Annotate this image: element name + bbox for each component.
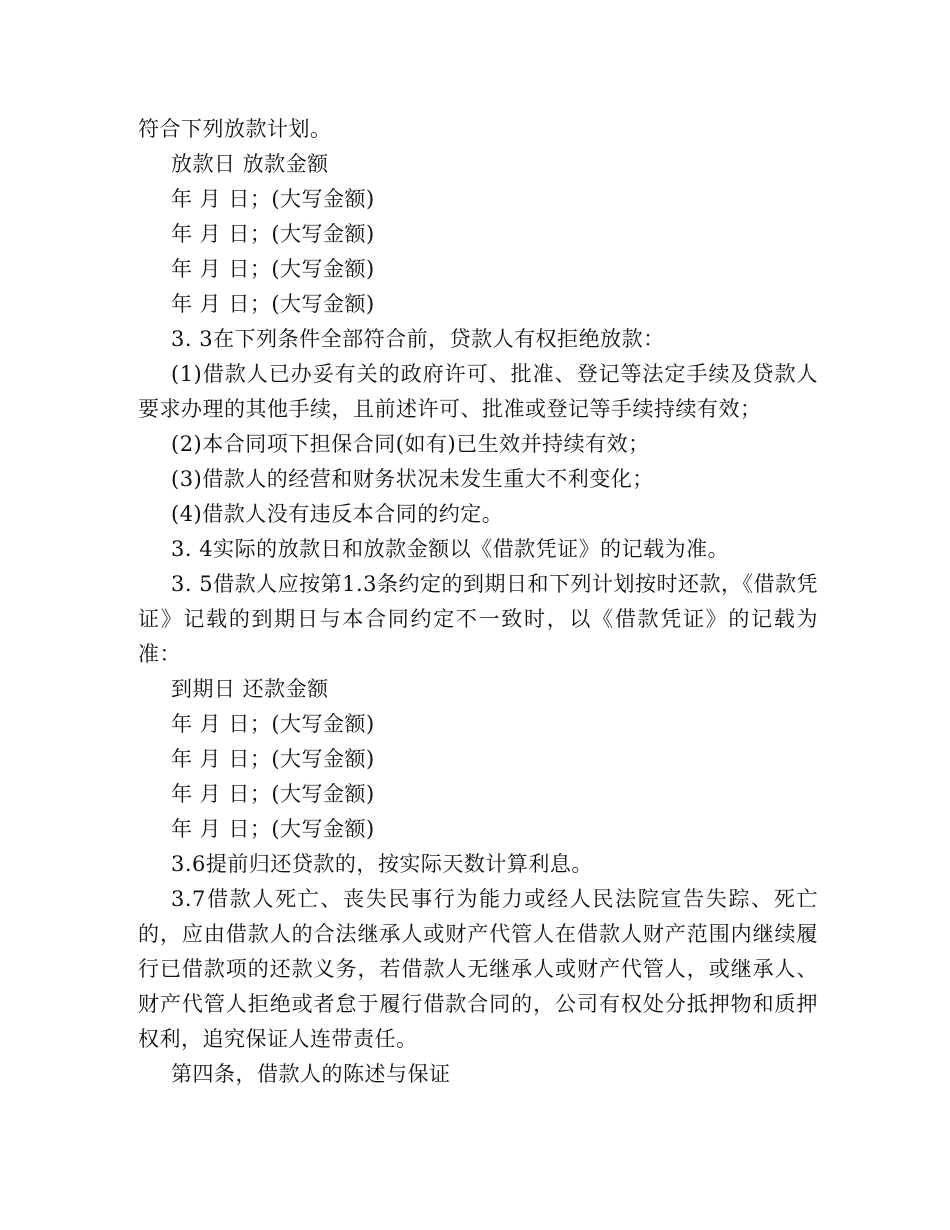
- paragraph: 3. 5借款人应按第1.3条约定的到期日和下列计划按时还款，《借款凭证》记载的到期日与本合同约定不一致时，以《借款凭证》的记载为准：: [138, 572, 818, 666]
- document-body: [138, 112, 818, 1092]
- text-line: 3. 4实际的放款日和放款金额以《借款凭证》的记载为准。: [171, 537, 730, 561]
- text-line: 年 月 日；(大写金额): [171, 292, 375, 316]
- paragraph: (1)借款人已办妥有关的政府许可、批准、登记等法定手续及贷款人要求办理的其他手续，且前述许可、批准或登记等手续持续有效；: [138, 362, 818, 421]
- section-heading: 第四条，借款人的陈述与保证: [171, 1062, 451, 1086]
- text-line: 3.6提前归还贷款的，按实际天数计算利息。: [171, 852, 593, 876]
- paragraph: 3.7借款人死亡、丧失民事行为能力或经人民法院宣告失踪、死亡的，应由借款人的合法继承人或财产代管人在借款人财产范围内继续履行已借款项的还款义务，若借款人无继承人或财产代管人，或继承人、财产代管人拒绝或者怠于履行借款合同的，公司有权处分抵押物和质押权利，追究保证人连带责任。: [138, 887, 818, 1051]
- text-line: 年 月 日；(大写金额): [171, 817, 375, 841]
- text-line: 3. 3在下列条件全部符合前，贷款人有权拒绝放款：: [171, 327, 665, 351]
- text-line: 到期日 还款金额: [171, 677, 329, 701]
- text-line: 放款日 放款金额: [171, 152, 329, 176]
- text-line: 符合下列放款计划。: [138, 117, 332, 141]
- text-line: (3)借款人的经营和财务状况未发生重大不利变化；: [171, 467, 654, 491]
- text-line: 年 月 日；(大写金额): [171, 257, 375, 281]
- text-line: 年 月 日；(大写金额): [171, 782, 375, 806]
- text-line: (2)本合同项下担保合同(如有)已生效并持续有效；: [171, 432, 650, 456]
- text-line: 年 月 日；(大写金额): [171, 187, 375, 211]
- text-line: (4)借款人没有违反本合同的约定。: [171, 502, 504, 526]
- text-line: 年 月 日；(大写金额): [171, 222, 375, 246]
- text-line: 年 月 日；(大写金额): [171, 712, 375, 736]
- text-line: 年 月 日；(大写金额): [171, 747, 375, 771]
